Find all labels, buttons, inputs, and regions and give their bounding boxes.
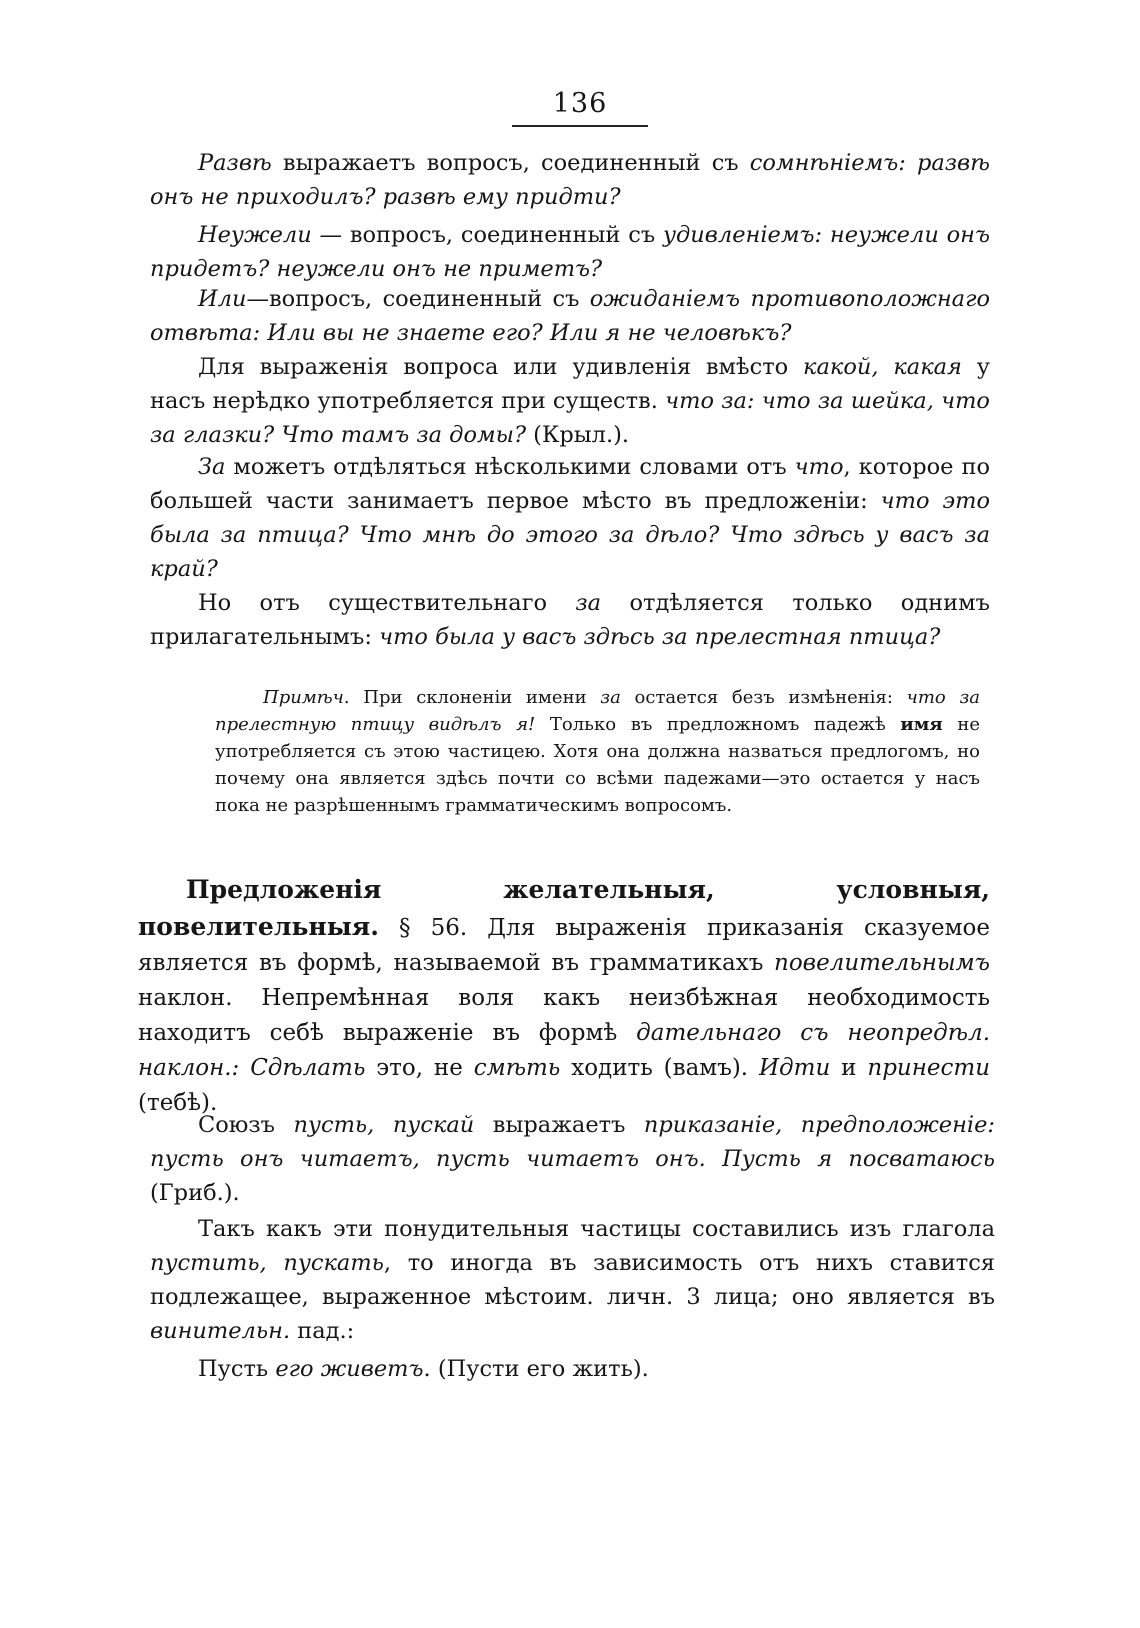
paragraph-razve: Развѣ выражаетъ вопросъ, соединенный съ сомнѣніемъ: развѣ онъ не приходилъ? развѣ ему придти?	[150, 150, 990, 210]
section-heading: Предложенія желательныя, условныя, повелительныя.	[138, 875, 990, 941]
footnote-primech: Примѣч. При склоненіи имени за остается безъ измѣненія: что за прелестную птицу видѣлъ я! Только въ предложномъ падежѣ имя не употребляется съ этою частицею. Хотя она должна назваться предлогомъ, но почему она является здѣсь почти со всѣми падежами—это остается у насъ пока не разрѣшеннымъ грамматическимъ вопросомъ.	[215, 687, 980, 816]
page-number-rule	[512, 125, 648, 127]
paragraph-neuzheli: Неужели — вопросъ, соединенный съ удивленіемъ: неужели онъ придетъ? неужели онъ не приметъ?	[150, 222, 990, 282]
page-number: 136	[552, 88, 608, 119]
section-56-paragraph: Предложенія желательныя, условныя, повелительныя. § 56. Для выраженія приказанія сказуемое является въ формѣ, называемой въ грамматикахъ повелительнымъ наклон. Непремѣнная воля какъ неизбѣжная необходимость находитъ себѣ выраженіе въ формѣ дательнаго съ неопредѣл. наклон.: Сдѣлать это, не смѣть ходить (вамъ). Идти и принести (тебѣ).	[138, 875, 991, 1116]
paragraph-za-separation: За можетъ отдѣляться нѣсколькими словами отъ что, которое по большей части занимаетъ первое мѣсто въ предложеніи: что это была за птица? Что мнѣ до этого за дѣло? Что здѣсь у васъ за край?	[150, 454, 990, 582]
paragraph-adjective: Но отъ существительнаго за отдѣляется только однимъ прилагательнымъ: что была у васъ здѣсь за прелестная птица?	[150, 590, 990, 650]
paragraph-chto-za: Для выраженія вопроса или удивленія вмѣсто какой, какая у насъ нерѣдко употребляется при существ. что за: что за шейка, что за глазки? Что тамъ за домы? (Крыл.).	[150, 354, 991, 448]
paragraph-ili: Или—вопросъ, соединенный съ ожиданіемъ противоположнаго отвѣта: Или вы не знаете его? Или я не человѣкъ?	[150, 286, 990, 346]
paragraph-ponuditelnye: Такъ какъ эти понудительныя частицы составились изъ глагола пустить, пускать, то иногда въ зависимость отъ нихъ ставится подлежащее, выраженное мѣстоим. личн. 3 лица; оно является въ винительн. пад.:	[150, 1216, 995, 1344]
paragraph-example-pust: Пусть его живетъ. (Пусти его жить).	[198, 1356, 649, 1382]
paragraph-soyuz-pust: Союзъ пусть, пускай выражаетъ приказаніе, предположеніе: пусть онъ читаетъ, пусть читаетъ онъ. Пусть я посватаюсь (Гриб.).	[150, 1112, 995, 1206]
